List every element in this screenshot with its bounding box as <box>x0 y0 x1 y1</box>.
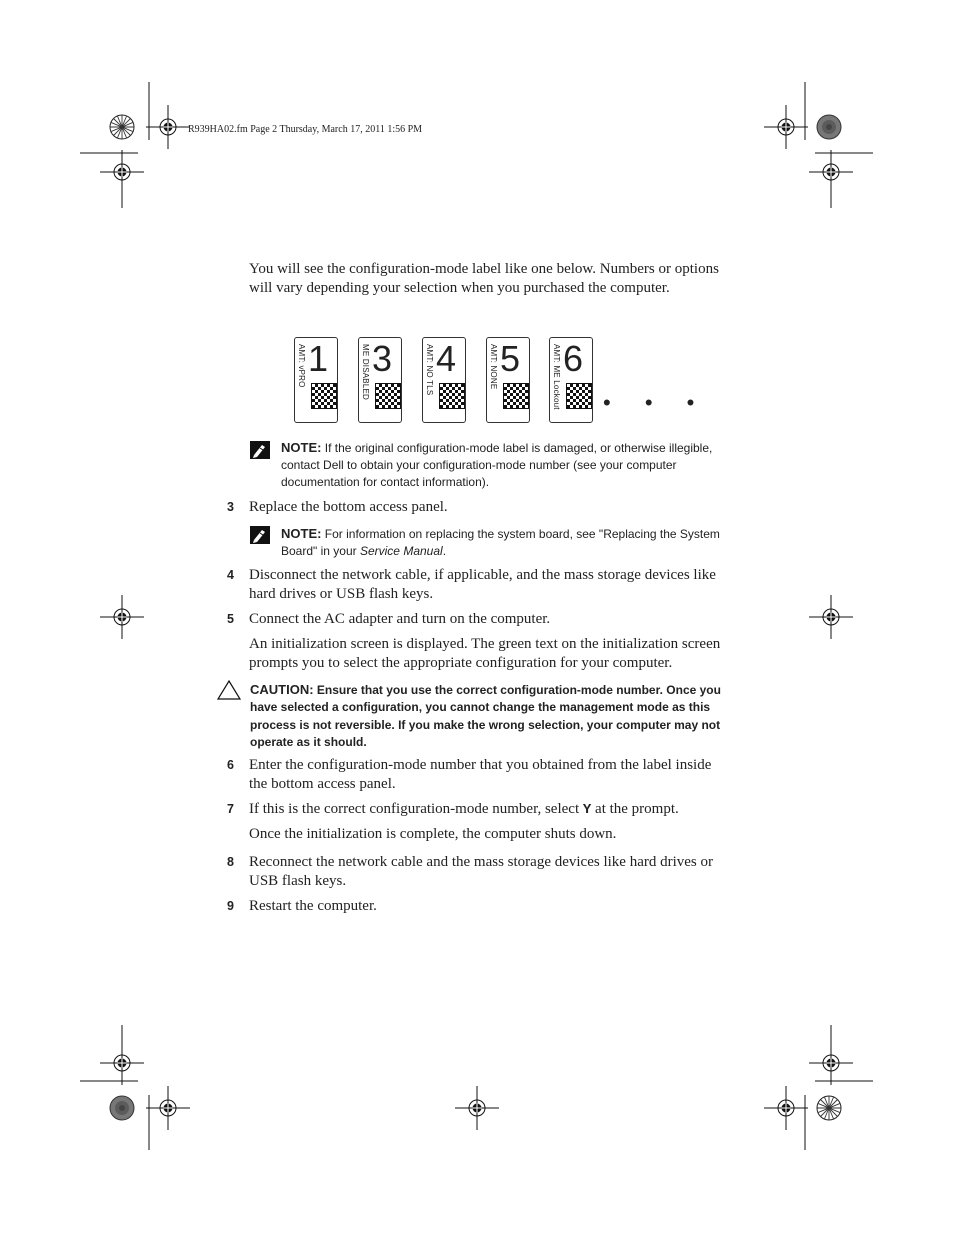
step-7-text: If this is the correct configuration-mode number, select Y at the prompt. <box>249 801 679 818</box>
config-label-3 <box>358 337 402 423</box>
caution-label: CAUTION: <box>250 682 314 697</box>
step-number: 5 <box>227 612 234 626</box>
note-label: NOTE: <box>281 440 322 455</box>
label-digit: 1 <box>308 338 329 379</box>
more-labels-ellipsis: • • • <box>603 390 709 415</box>
note-pencil-icon <box>250 441 270 459</box>
file-info-header: R939HA02.fm Page 2 Thursday, March 17, 2011 1:56 PM <box>188 124 423 135</box>
checkerboard-icon <box>375 383 401 409</box>
label-text: AMT: ME Lockout <box>552 344 561 410</box>
step-number: 6 <box>227 758 234 772</box>
label-text: AMT: vPRO <box>297 344 306 388</box>
step-5-text: Connect the AC adapter and turn on the computer. <box>249 611 551 627</box>
label-digit: 4 <box>436 338 457 379</box>
step-number: 9 <box>227 899 234 913</box>
step-number: 4 <box>227 568 234 582</box>
config-label-5 <box>486 337 530 423</box>
note-label: NOTE: <box>281 526 322 541</box>
intro-paragraph: You will see the configuration-mode label like one below. Numbers or options will vary depending your selection when you purchased the computer. <box>249 261 719 296</box>
step-number: 3 <box>227 500 234 514</box>
checkerboard-icon <box>439 383 465 409</box>
config-label-6 <box>549 337 593 423</box>
step-number: 7 <box>227 802 234 816</box>
caution-block: CAUTION: Ensure that you use the correct configuration-mode number. Once you have selected a configuration, you cannot change the management mode as this process is not reversible. If you make the wrong selection, your computer may not operate as it should. <box>250 682 721 749</box>
step-5-paragraph: An initialization screen is displayed. The green text on the initialization screen prompts you to select the appropriate configuration for your computer. <box>249 636 721 671</box>
step-9-text: Restart the computer. <box>249 898 377 914</box>
config-label-1 <box>294 337 338 423</box>
step-4-text: Disconnect the network cable, if applicable, and the mass storage devices like hard drives or USB flash keys. <box>249 567 716 602</box>
config-label-4 <box>422 337 466 423</box>
prompt-key: Y <box>582 802 592 818</box>
step-7-paragraph: Once the initialization is complete, the computer shuts down. <box>249 826 617 842</box>
step-8-text: Reconnect the network cable and the mass storage devices like hard drives or USB flash keys. <box>249 854 713 889</box>
label-text: AMT: NO TLS <box>425 344 434 396</box>
checkerboard-icon <box>503 383 529 409</box>
checkerboard-icon <box>566 383 592 409</box>
checkerboard-icon <box>311 383 337 409</box>
caution-triangle-icon <box>217 680 241 700</box>
service-manual-reference: Service Manual <box>359 544 443 558</box>
step-number: 8 <box>227 855 234 869</box>
note-1: NOTE: If the original configuration-mode label is damaged, or otherwise illegible, contact Dell to obtain your configuration-mode number (see your computer documentation for contact information). <box>281 440 713 489</box>
label-text: AMT: NONE <box>489 344 498 390</box>
label-text: ME DISABLED <box>361 344 370 400</box>
note-pencil-icon <box>250 526 270 544</box>
step-6-text: Enter the configuration-mode number that you obtained from the label inside the bottom access panel. <box>249 757 712 792</box>
step-3-text: Replace the bottom access panel. <box>249 499 448 515</box>
label-digit: 3 <box>372 338 393 379</box>
label-digit: 5 <box>500 338 521 379</box>
label-digit: 6 <box>563 338 584 379</box>
note-2: NOTE: For information on replacing the system board, see "Replacing the System Board" in your Service Manual. <box>281 526 720 558</box>
